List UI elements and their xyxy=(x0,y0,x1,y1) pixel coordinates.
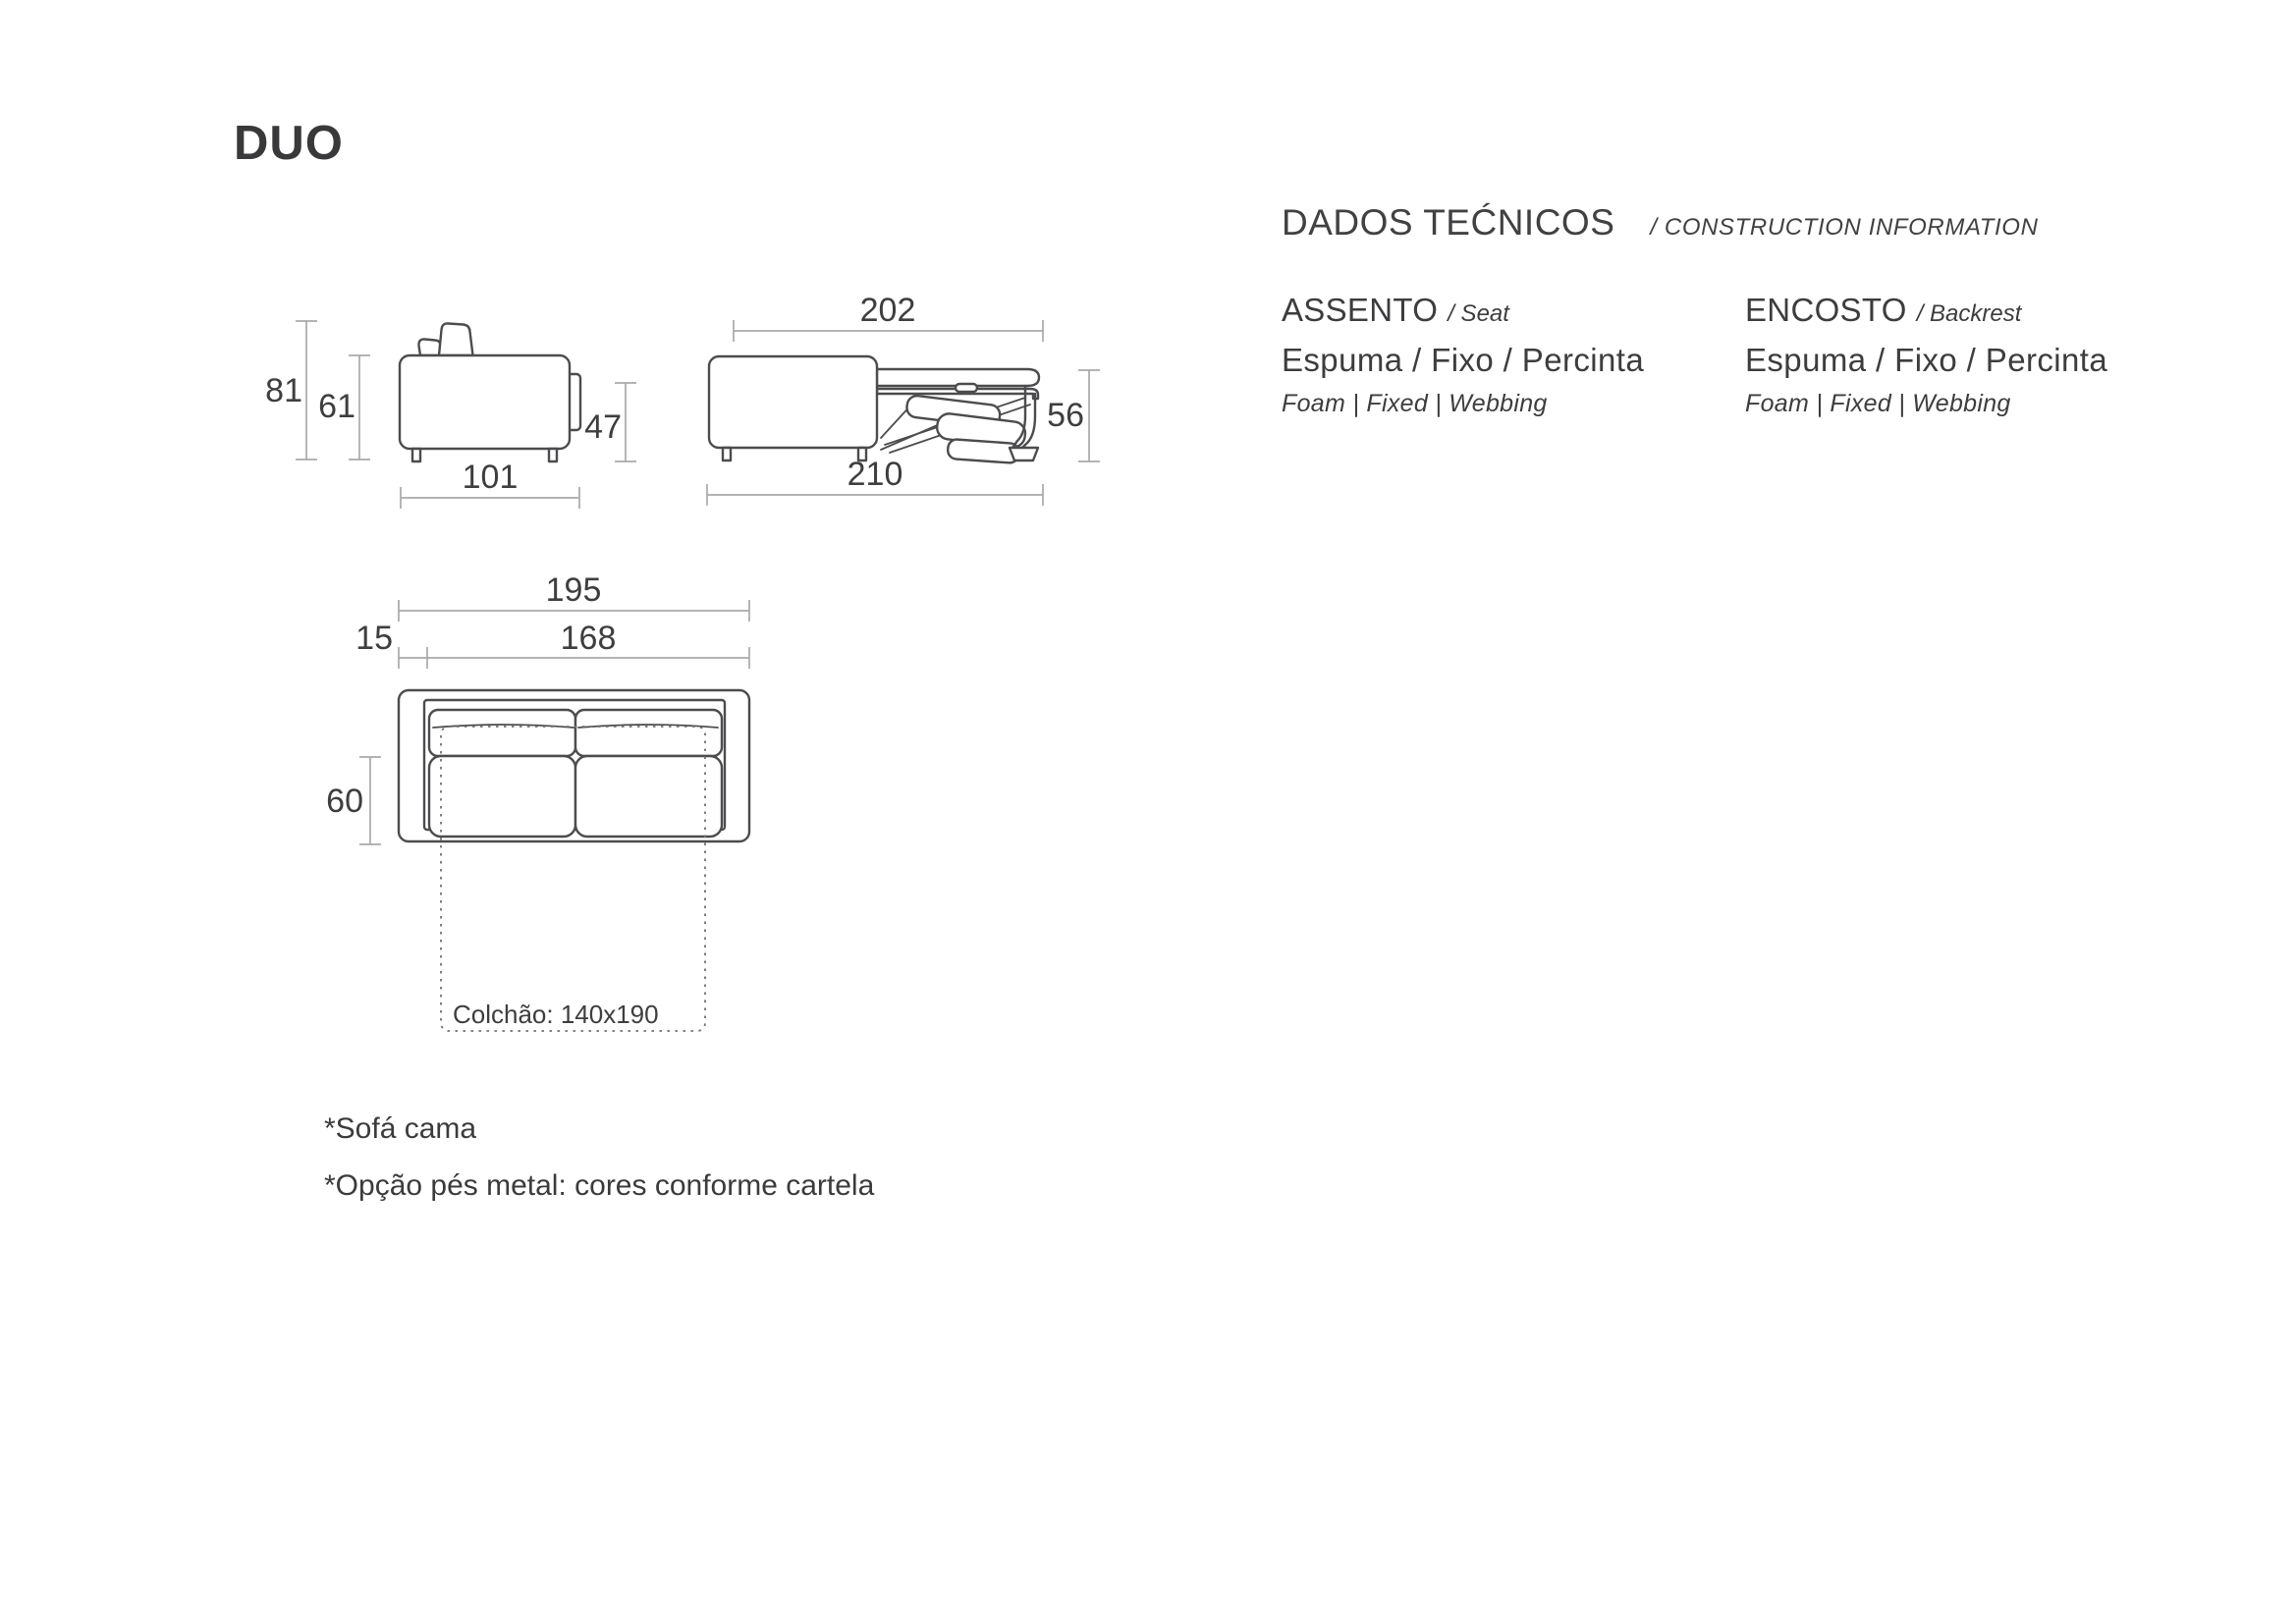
top-view-diagram xyxy=(324,574,776,1060)
dim-total-height-label: 81 xyxy=(265,372,302,409)
dim-total-width-label: 195 xyxy=(545,574,602,609)
top-view-dimensions-left xyxy=(326,757,381,844)
spec-name-en: / Seat xyxy=(1448,300,1509,327)
spec-name-en: / Backrest xyxy=(1916,300,2022,327)
bed-mechanism-outline xyxy=(709,356,1039,463)
sofa-top-outline xyxy=(399,690,749,1031)
spec-materials-en: Foam | Fixed | Webbing xyxy=(1282,390,1548,417)
dim-back-height-label: 47 xyxy=(584,408,622,446)
spec-name: ASSENTO xyxy=(1282,292,1439,328)
footnotes xyxy=(324,1112,874,1226)
dim-open-length-label: 202 xyxy=(859,292,916,329)
sofa-side-outline xyxy=(400,323,580,461)
dim-inner-width-label: 168 xyxy=(560,620,617,657)
tech-heading-en: / CONSTRUCTION INFORMATION xyxy=(1650,214,2039,241)
spec-materials: Espuma / Fixo / Percinta xyxy=(1282,342,1645,378)
tech-heading-pt: DADOS TEĆNICOS xyxy=(1282,202,1615,243)
spec-col-assento xyxy=(1282,292,1644,418)
note-metal-feet: *Opção pés metal: cores conforme cartela xyxy=(324,1169,875,1202)
spec-col-encosto xyxy=(1745,292,2107,418)
note-sofa-cama: *Sofá cama xyxy=(324,1112,477,1145)
dim-body-height-label: 61 xyxy=(318,388,355,425)
dim-total-length-label: 210 xyxy=(847,456,903,493)
tech-heading xyxy=(1282,202,2039,243)
spec-materials: Espuma / Fixo / Percinta xyxy=(1745,342,2108,378)
dim-bed-height-label: 56 xyxy=(1047,397,1084,434)
bed-view-diagram xyxy=(687,290,1110,511)
page-title: DUO xyxy=(234,117,344,170)
top-view-dimensions-upper xyxy=(355,574,749,669)
dim-arm-width-label: 15 xyxy=(355,620,393,657)
dim-base-width-label: 101 xyxy=(462,459,519,496)
side-view-diagram xyxy=(255,290,648,511)
spec-materials-en: Foam | Fixed | Webbing xyxy=(1745,390,2011,417)
spec-name: ENCOSTO xyxy=(1745,292,1907,328)
dim-seat-depth-label: 60 xyxy=(326,783,363,820)
mattress-label: Colchão: 140x190 xyxy=(453,1000,659,1029)
